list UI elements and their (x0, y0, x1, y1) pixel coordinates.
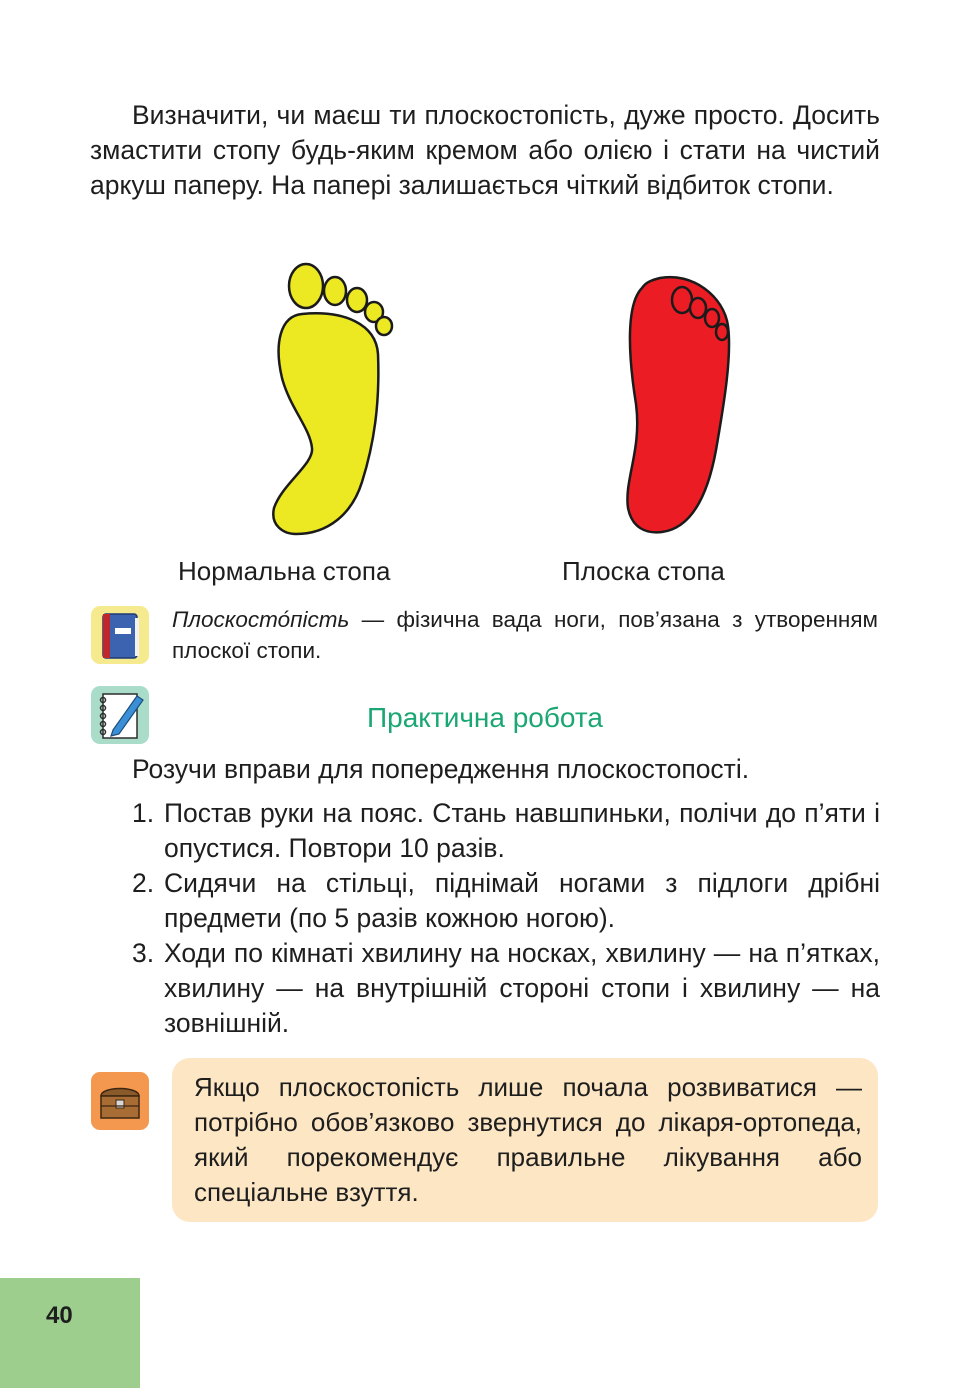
list-item (132, 936, 880, 1041)
dictionary-book-icon (91, 606, 149, 664)
treasure-chest-icon (91, 1072, 149, 1130)
step-text: Сидячи на стільці, піднімай ногами з підлоги дрібні предмети (по 5 разів кожною ногою). (164, 868, 880, 933)
footprint-red-shape (627, 277, 729, 532)
section-title-practical: Практична робота (367, 702, 603, 733)
definition-term: Плоскосто́пість (172, 607, 350, 632)
step-number: 1. (132, 798, 155, 828)
exercise-list (132, 796, 880, 1041)
normal-footprint-image (262, 258, 402, 538)
list-item (132, 796, 880, 866)
step-number: 2. (132, 868, 155, 898)
step-number: 3. (132, 938, 155, 968)
footprint-yellow-shape (273, 264, 392, 534)
page-number-tab (0, 1278, 140, 1388)
list-item (132, 866, 880, 936)
definition-body: — фізична вада ноги, пов’язана з утворенням плоскої стопи. (172, 607, 878, 663)
note-text: Якщо плоскостопість лише почала розвиватися — потрібно обов’язково звернутися до лікаря-ортопеда, який порекомендує правильне лікування або спеціальне взуття. (194, 1072, 862, 1207)
step-text: Постав руки на пояс. Стань навшпиньки, полічи до п’яти і опустися. Повтори 10 разів. (164, 798, 880, 863)
practical-intro: Розучи вправи для попередження плоскостопості. (132, 754, 750, 784)
step-text: Ходи по кімнаті хвилину на носках, хвилину — на п’ятках, хвилину — на внутрішній стороні стопи і хвилину — на зовнішній. (164, 938, 880, 1038)
intro-paragraph: Визначити, чи маєш ти плоскостопість, дуже просто. Досить змастити стопу будь-яким кремом або олією і стати на чистий аркуш паперу. На папері залишається чіткий відбиток стопи. (90, 100, 880, 200)
flat-foot-label: Плоска стопа (562, 556, 725, 586)
flat-footprint-image (620, 258, 740, 538)
definition-text (172, 604, 878, 666)
normal-foot-label: Нормальна стопа (178, 556, 391, 586)
page-number: 40 (46, 1302, 73, 1329)
